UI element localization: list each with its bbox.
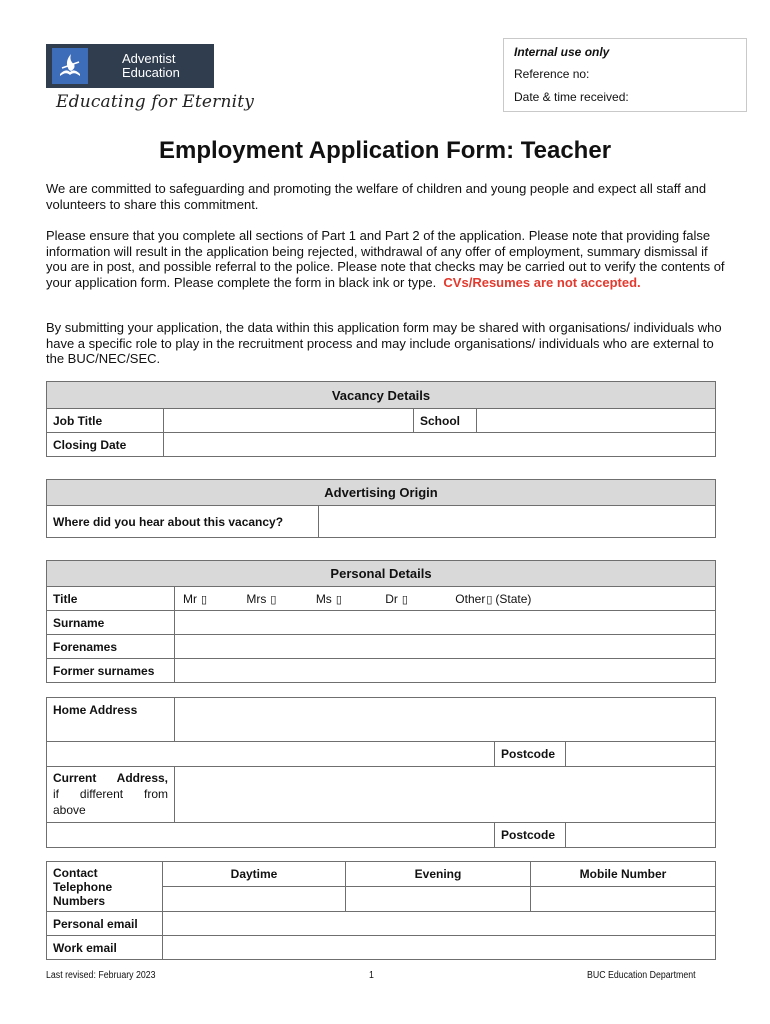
title-label: Title [47, 587, 175, 611]
evening-field[interactable] [346, 887, 531, 912]
surname-field[interactable] [175, 611, 716, 635]
forenames-field[interactable] [175, 635, 716, 659]
title-option-dr[interactable]: Dr ▯ [385, 591, 408, 606]
personal-email-label: Personal email [47, 912, 163, 936]
daytime-label: Daytime [163, 862, 346, 887]
logo-line-1: Adventist [122, 51, 176, 66]
home-postcode-label: Postcode [495, 742, 566, 767]
date-received-label: Date & time received: [514, 90, 629, 104]
school-field[interactable] [477, 409, 716, 433]
logo [46, 44, 214, 88]
advertising-origin-table [46, 479, 716, 538]
home-address-line-field[interactable] [47, 742, 495, 767]
mobile-field[interactable] [531, 887, 716, 912]
data-sharing-paragraph: By submitting your application, the data within this application form may be shared with organisations/ individuals who have a specific role to play in the recruitment process and may include organisations/ individuals who are external to the BUC/NEC/SEC. [46, 320, 722, 367]
personal-email-field[interactable] [163, 912, 716, 936]
flame-book-icon [52, 48, 88, 84]
address-table [46, 697, 716, 848]
current-address-field[interactable] [175, 767, 716, 823]
closing-date-field[interactable] [164, 433, 716, 457]
safeguarding-paragraph: We are committed to safeguarding and promoting the welfare of children and young people and expect all staff and volunteers to share this commitment. [46, 181, 707, 212]
advertising-origin-header: Advertising Origin [47, 480, 716, 506]
cv-warning: CVs/Resumes are not accepted. [443, 274, 641, 290]
vacancy-details-table [46, 381, 716, 457]
page-title: Employment Application Form: Teacher [158, 137, 612, 164]
title-options [175, 587, 716, 611]
vacancy-details-header: Vacancy Details [47, 382, 716, 409]
former-surnames-label: Former surnames [47, 659, 175, 683]
home-postcode-field[interactable] [566, 742, 716, 767]
checkbox-icon[interactable]: ▯ [335, 593, 342, 606]
forenames-label: Forenames [47, 635, 175, 659]
instructions-paragraph [46, 228, 726, 290]
internal-use-title: Internal use only [514, 45, 610, 59]
work-email-label: Work email [47, 936, 163, 960]
footer-department: BUC Education Department [587, 970, 696, 981]
home-address-field[interactable] [175, 698, 716, 742]
internal-use-box [503, 38, 747, 112]
school-label: School [414, 409, 477, 433]
checkbox-icon[interactable]: ▯ [486, 593, 493, 606]
contact-table [46, 861, 716, 960]
job-title-field[interactable] [164, 409, 414, 433]
contact-numbers-label: Contact Telephone Numbers [47, 862, 163, 912]
footer-page-number: 1 [369, 970, 374, 981]
current-address-label: Current Address, if different from above [47, 767, 175, 823]
mobile-label: Mobile Number [531, 862, 716, 887]
title-option-mrs[interactable]: Mrs ▯ [246, 591, 277, 606]
current-postcode-field[interactable] [566, 823, 716, 848]
personal-details-header: Personal Details [47, 561, 716, 587]
title-option-mr[interactable]: Mr ▯ [183, 591, 208, 606]
footer-revised: Last revised: February 2023 [46, 970, 156, 981]
reference-no-label: Reference no: [514, 67, 590, 81]
home-address-label: Home Address [47, 698, 175, 742]
former-surnames-field[interactable] [175, 659, 716, 683]
vacancy-source-field[interactable] [319, 506, 716, 538]
work-email-field[interactable] [163, 936, 716, 960]
checkbox-icon[interactable]: ▯ [201, 593, 208, 606]
personal-details-table [46, 560, 716, 683]
evening-label: Evening [346, 862, 531, 887]
vacancy-source-label: Where did you hear about this vacancy? [47, 506, 319, 538]
closing-date-label: Closing Date [47, 433, 164, 457]
checkbox-icon[interactable]: ▯ [270, 593, 277, 606]
logo-tagline: Educating for Eternity [56, 92, 255, 112]
current-address-hint: if different from above [53, 787, 168, 817]
state-hint: (State) [495, 591, 532, 606]
job-title-label: Job Title [47, 409, 164, 433]
title-option-other[interactable]: Other▯ (State) [455, 591, 532, 606]
title-option-ms[interactable]: Ms ▯ [315, 591, 342, 606]
surname-label: Surname [47, 611, 175, 635]
current-postcode-label: Postcode [495, 823, 566, 848]
checkbox-icon[interactable]: ▯ [401, 593, 408, 606]
logo-line-2: Education [122, 65, 180, 80]
daytime-field[interactable] [163, 887, 346, 912]
instructions-text: Please ensure that you complete all sections of Part 1 and Part 2 of the application. Please note that providing false information will result in the application being rejected, withdrawal of any offer of employment, summary dismissal if you are in post, and possible referral to the police. Please note that checks may be carried out to verify the contents of your application form. Please complete the form in black ink or type. [46, 228, 725, 290]
current-address-line-field[interactable] [47, 823, 495, 848]
